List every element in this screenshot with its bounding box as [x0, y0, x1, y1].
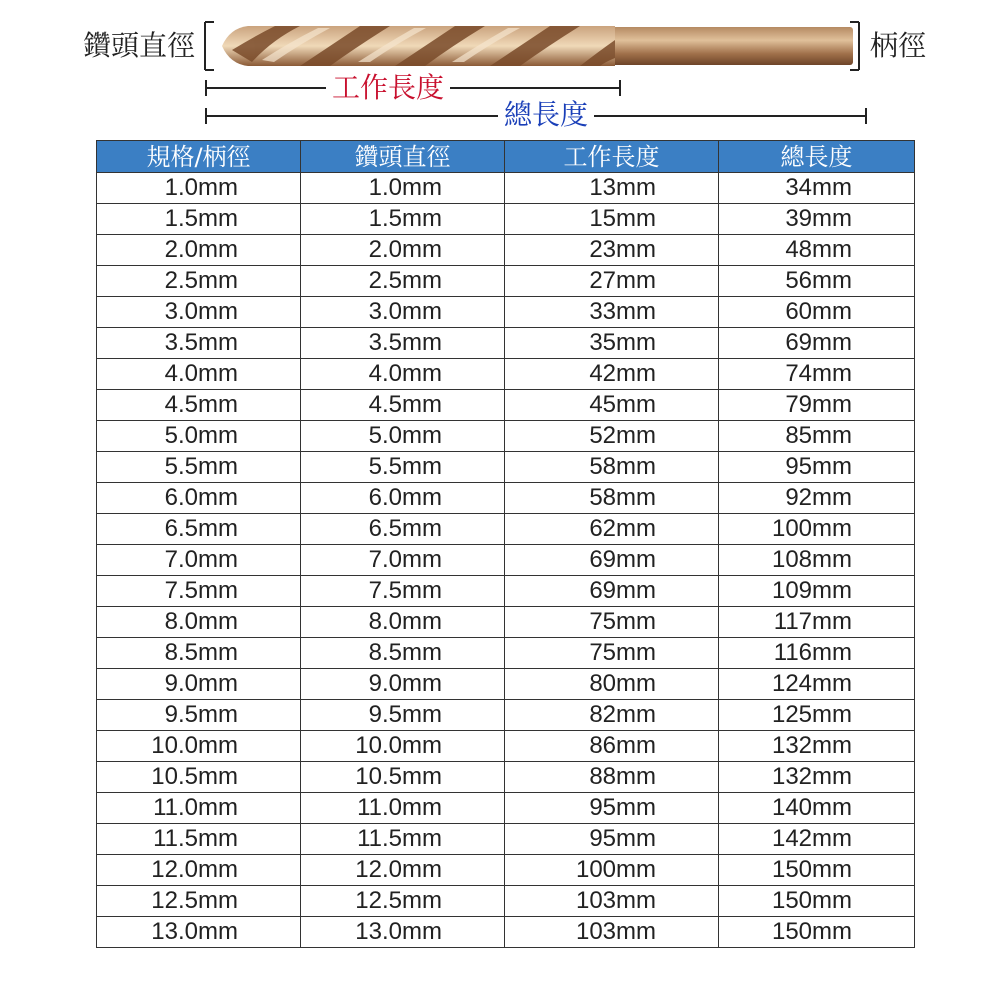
working-length-label: 工作長度 [326, 72, 450, 104]
table-row [97, 607, 915, 638]
cell-spec-shank: 1.0mm [97, 173, 301, 204]
cell-bit-diameter: 9.5mm [301, 700, 505, 731]
drill-bit-diagram [0, 0, 1000, 140]
cell-total-length: 117mm [719, 607, 915, 638]
cell-working-length: 62mm [505, 514, 719, 545]
cell-spec-shank: 8.0mm [97, 607, 301, 638]
table-row [97, 669, 915, 700]
table-row [97, 421, 915, 452]
table-row [97, 514, 915, 545]
cell-spec-shank: 2.5mm [97, 266, 301, 297]
header-total-length: 總長度 [719, 141, 915, 173]
cell-spec-shank: 6.0mm [97, 483, 301, 514]
cell-bit-diameter: 8.0mm [301, 607, 505, 638]
cell-working-length: 35mm [505, 328, 719, 359]
cell-spec-shank: 10.5mm [97, 762, 301, 793]
cell-total-length: 92mm [719, 483, 915, 514]
cell-total-length: 74mm [719, 359, 915, 390]
cell-total-length: 116mm [719, 638, 915, 669]
cell-working-length: 100mm [505, 855, 719, 886]
cell-spec-shank: 8.5mm [97, 638, 301, 669]
cell-bit-diameter: 10.0mm [301, 731, 505, 762]
cell-spec-shank: 10.0mm [97, 731, 301, 762]
cell-working-length: 103mm [505, 886, 719, 917]
cell-bit-diameter: 3.0mm [301, 297, 505, 328]
cell-total-length: 85mm [719, 421, 915, 452]
cell-bit-diameter: 12.5mm [301, 886, 505, 917]
cell-working-length: 13mm [505, 173, 719, 204]
cell-working-length: 15mm [505, 204, 719, 235]
cell-total-length: 108mm [719, 545, 915, 576]
cell-total-length: 132mm [719, 731, 915, 762]
cell-total-length: 100mm [719, 514, 915, 545]
table-row [97, 855, 915, 886]
table-row [97, 886, 915, 917]
cell-bit-diameter: 6.0mm [301, 483, 505, 514]
cell-total-length: 125mm [719, 700, 915, 731]
cell-working-length: 103mm [505, 917, 719, 948]
cell-bit-diameter: 7.5mm [301, 576, 505, 607]
cell-spec-shank: 12.0mm [97, 855, 301, 886]
cell-spec-shank: 9.5mm [97, 700, 301, 731]
cell-spec-shank: 13.0mm [97, 917, 301, 948]
table-row [97, 483, 915, 514]
cell-working-length: 82mm [505, 700, 719, 731]
cell-bit-diameter: 1.0mm [301, 173, 505, 204]
cell-spec-shank: 3.5mm [97, 328, 301, 359]
cell-bit-diameter: 8.5mm [301, 638, 505, 669]
cell-total-length: 48mm [719, 235, 915, 266]
cell-working-length: 80mm [505, 669, 719, 700]
cell-spec-shank: 12.5mm [97, 886, 301, 917]
table-row [97, 297, 915, 328]
table-row [97, 700, 915, 731]
header-bit-diameter: 鑽頭直徑 [301, 141, 505, 173]
cell-total-length: 109mm [719, 576, 915, 607]
table-row [97, 638, 915, 669]
cell-bit-diameter: 2.0mm [301, 235, 505, 266]
cell-total-length: 150mm [719, 917, 915, 948]
table-row [97, 824, 915, 855]
cell-bit-diameter: 10.5mm [301, 762, 505, 793]
cell-working-length: 58mm [505, 483, 719, 514]
cell-spec-shank: 11.5mm [97, 824, 301, 855]
cell-bit-diameter: 1.5mm [301, 204, 505, 235]
cell-working-length: 86mm [505, 731, 719, 762]
cell-bit-diameter: 5.5mm [301, 452, 505, 483]
table-row [97, 359, 915, 390]
cell-spec-shank: 5.5mm [97, 452, 301, 483]
bit-diameter-label: 鑽頭直徑 [83, 29, 196, 62]
cell-working-length: 27mm [505, 266, 719, 297]
cell-total-length: 132mm [719, 762, 915, 793]
table-row [97, 452, 915, 483]
cell-total-length: 39mm [719, 204, 915, 235]
table-row [97, 731, 915, 762]
cell-working-length: 33mm [505, 297, 719, 328]
table-row [97, 793, 915, 824]
table-row [97, 917, 915, 948]
table-body [97, 173, 915, 948]
table-row [97, 204, 915, 235]
table-header-row [97, 141, 915, 173]
cell-total-length: 150mm [719, 886, 915, 917]
table-row [97, 545, 915, 576]
cell-spec-shank: 7.5mm [97, 576, 301, 607]
header-spec-shank: 規格/柄徑 [97, 141, 301, 173]
table-row [97, 762, 915, 793]
cell-bit-diameter: 6.5mm [301, 514, 505, 545]
spec-table [96, 140, 915, 948]
cell-spec-shank: 6.5mm [97, 514, 301, 545]
cell-total-length: 142mm [719, 824, 915, 855]
cell-working-length: 88mm [505, 762, 719, 793]
table-row [97, 173, 915, 204]
cell-bit-diameter: 4.0mm [301, 359, 505, 390]
table-row [97, 328, 915, 359]
cell-working-length: 69mm [505, 545, 719, 576]
cell-total-length: 140mm [719, 793, 915, 824]
cell-total-length: 150mm [719, 855, 915, 886]
table-row [97, 266, 915, 297]
table-row [97, 235, 915, 266]
cell-total-length: 124mm [719, 669, 915, 700]
header-working-length: 工作長度 [505, 141, 719, 173]
cell-spec-shank: 7.0mm [97, 545, 301, 576]
cell-total-length: 34mm [719, 173, 915, 204]
cell-spec-shank: 2.0mm [97, 235, 301, 266]
cell-bit-diameter: 12.0mm [301, 855, 505, 886]
cell-total-length: 69mm [719, 328, 915, 359]
cell-bit-diameter: 11.0mm [301, 793, 505, 824]
shank [600, 27, 853, 65]
cell-spec-shank: 1.5mm [97, 204, 301, 235]
cell-spec-shank: 4.5mm [97, 390, 301, 421]
cell-working-length: 45mm [505, 390, 719, 421]
cell-bit-diameter: 7.0mm [301, 545, 505, 576]
table-row [97, 576, 915, 607]
cell-working-length: 75mm [505, 638, 719, 669]
table-row [97, 390, 915, 421]
shank-diameter-label: 柄徑 [870, 29, 927, 62]
cell-working-length: 95mm [505, 824, 719, 855]
cell-working-length: 69mm [505, 576, 719, 607]
cell-bit-diameter: 4.5mm [301, 390, 505, 421]
cell-working-length: 95mm [505, 793, 719, 824]
cell-working-length: 75mm [505, 607, 719, 638]
cell-spec-shank: 11.0mm [97, 793, 301, 824]
cell-working-length: 58mm [505, 452, 719, 483]
cell-total-length: 60mm [719, 297, 915, 328]
cell-working-length: 23mm [505, 235, 719, 266]
cell-total-length: 56mm [719, 266, 915, 297]
cell-spec-shank: 4.0mm [97, 359, 301, 390]
cell-bit-diameter: 11.5mm [301, 824, 505, 855]
cell-total-length: 79mm [719, 390, 915, 421]
cell-total-length: 95mm [719, 452, 915, 483]
cell-working-length: 52mm [505, 421, 719, 452]
cell-spec-shank: 5.0mm [97, 421, 301, 452]
cell-bit-diameter: 13.0mm [301, 917, 505, 948]
cell-bit-diameter: 5.0mm [301, 421, 505, 452]
cell-spec-shank: 3.0mm [97, 297, 301, 328]
cell-bit-diameter: 9.0mm [301, 669, 505, 700]
cell-working-length: 42mm [505, 359, 719, 390]
total-length-label: 總長度 [498, 99, 594, 131]
cell-bit-diameter: 3.5mm [301, 328, 505, 359]
cell-bit-diameter: 2.5mm [301, 266, 505, 297]
cell-spec-shank: 9.0mm [97, 669, 301, 700]
